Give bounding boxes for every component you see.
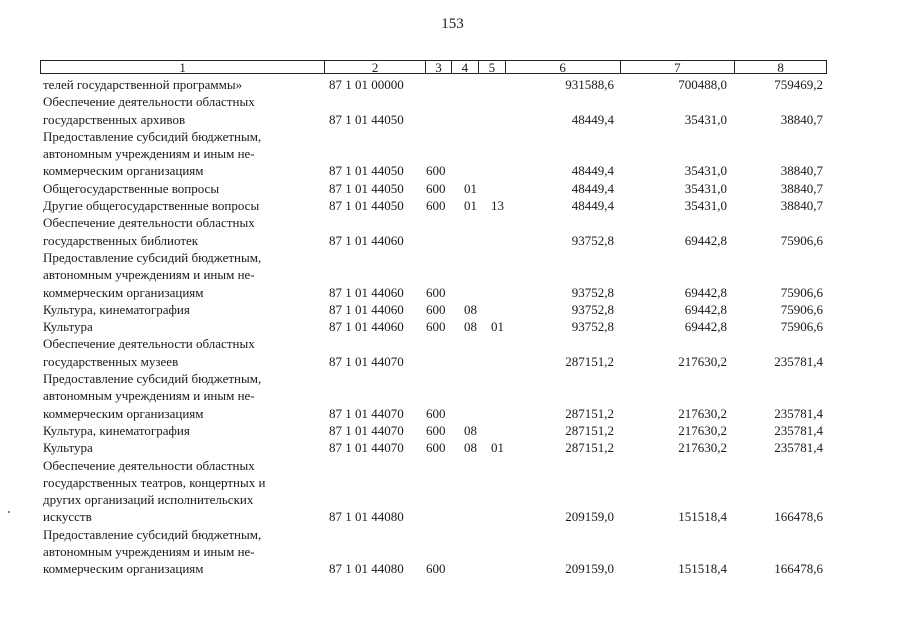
row-name-line: Культура [43,440,93,456]
row-expense-type: 600 [426,561,446,577]
row-value-6: 93752,8 [571,319,614,335]
row-code: 87 1 01 44070 [329,422,404,438]
row-code: 87 1 01 44070 [329,440,404,456]
row-name-line: Предоставление субсидий бюджетным, [43,526,262,542]
row-section: 01 [464,198,477,214]
row-name-line: Общегосударственные вопросы [43,180,220,196]
row-subsection: 01 [491,440,504,456]
row-name [40,197,323,214]
table-row [40,76,827,93]
row-name-line: коммерческим организациям [43,561,204,577]
column-header-4: 4 [452,61,479,73]
row-name [40,439,323,456]
row-section: 08 [464,319,477,335]
row-value-7: 35431,0 [684,180,727,196]
row-name [40,93,323,128]
row-name-line: Культура, кинематография [43,301,190,317]
row-name-line: автономным учреждениям и иным не- [43,544,255,560]
row-code: 87 1 01 00000 [329,77,404,92]
row-value-7: 35431,0 [684,111,727,127]
column-header-2: 2 [325,61,426,73]
table-row [40,128,827,180]
column-header-3: 3 [426,61,452,73]
row-expense-type: 600 [426,284,446,300]
row-name [40,370,323,422]
row-name-line: коммерческим организациям [43,163,204,179]
row-value-7: 151518,4 [678,561,727,577]
column-header-1: 1 [41,61,325,73]
row-expense-type: 600 [426,405,446,421]
table-row [40,214,827,249]
row-section: 08 [464,301,477,317]
row-name-line: Культура, кинематография [43,422,190,438]
row-name-line: Обеспечение деятельности областных [43,94,255,110]
row-value-6: 287151,2 [565,440,614,456]
row-subsection: 13 [491,198,504,214]
row-name [40,526,323,578]
table-row [40,301,827,318]
table-row [40,439,827,456]
row-name-line: Обеспечение деятельности областных [43,457,255,473]
row-name [40,249,323,301]
row-name-line: государственных театров, концертных и [43,474,266,490]
row-expense-type: 600 [426,301,446,317]
row-name [40,76,323,93]
row-value-6: 93752,8 [571,232,614,248]
row-value-7: 217630,2 [678,405,727,421]
row-name-line: Предоставление субсидий бюджетным, [43,249,262,265]
row-section: 08 [464,440,477,456]
row-value-7: 69442,8 [684,301,727,317]
row-value-8: 235781,4 [774,405,823,421]
row-name-line: Обеспечение деятельности областных [43,215,255,231]
column-header-6: 6 [506,61,621,73]
row-value-6: 287151,2 [565,353,614,369]
row-value-6: 48449,4 [571,180,614,196]
row-value-6: 931588,6 [565,77,614,92]
row-value-8: 38840,7 [780,180,823,196]
row-value-7: 217630,2 [678,422,727,438]
row-value-6: 48449,4 [571,198,614,214]
row-name-line: Другие общегосударственные вопросы [43,198,260,214]
row-value-7: 69442,8 [684,232,727,248]
row-code: 87 1 01 44050 [329,111,404,127]
table-row [40,457,827,526]
row-code: 87 1 01 44060 [329,319,404,335]
row-subsection: 01 [491,319,504,335]
row-expense-type: 600 [426,440,446,456]
row-value-8: 166478,6 [774,561,823,577]
page-number: 153 [441,16,464,32]
row-value-7: 151518,4 [678,509,727,525]
row-name-line: Предоставление субсидий бюджетным, [43,371,262,387]
row-name-line: автономным учреждениям и иным не- [43,267,255,283]
row-value-7: 69442,8 [684,284,727,300]
row-value-6: 287151,2 [565,422,614,438]
row-value-8: 75906,6 [780,301,823,317]
row-expense-type: 600 [426,163,446,179]
column-header-8: 8 [777,60,784,75]
row-value-7: 35431,0 [684,198,727,214]
row-name-line: автономным учреждениям и иным не- [43,146,255,162]
row-name-line: государственных библиотек [43,232,199,248]
table-header-row [40,60,827,74]
row-name-line: государственных музеев [43,353,179,369]
row-name-line: Предоставление субсидий бюджетным, [43,128,262,144]
row-value-8: 38840,7 [780,163,823,179]
row-code: 87 1 01 44060 [329,284,404,300]
row-value-8: 38840,7 [780,198,823,214]
row-value-6: 287151,2 [565,405,614,421]
row-value-8: 75906,6 [780,284,823,300]
row-name-line: коммерческим организациям [43,405,204,421]
row-name [40,318,323,335]
scan-speck [8,511,10,513]
table-row [40,249,827,301]
row-value-8: 235781,4 [774,353,823,369]
row-code: 87 1 01 44060 [329,301,404,317]
row-name-line: искусств [43,509,92,525]
row-section: 08 [464,422,477,438]
table-row [40,180,827,197]
row-expense-type: 600 [426,319,446,335]
row-value-7: 69442,8 [684,319,727,335]
row-name [40,301,323,318]
row-name-line: автономным учреждениям и иным не- [43,388,255,404]
row-name-line: других организаций исполнительских [43,492,254,508]
row-expense-type: 600 [426,180,446,196]
row-name-line: Культура [43,319,93,335]
row-name [40,422,323,439]
row-value-7: 35431,0 [684,163,727,179]
row-value-6: 93752,8 [571,301,614,317]
row-code: 87 1 01 44080 [329,561,404,577]
column-header-7: 7 [621,61,736,73]
table-row [40,370,827,422]
table-row [40,422,827,439]
row-name [40,128,323,180]
row-code: 87 1 01 44060 [329,232,404,248]
row-value-8: 75906,6 [780,232,823,248]
row-value-8: 166478,6 [774,509,823,525]
row-value-6: 209159,0 [565,561,614,577]
row-value-8: 38840,7 [780,111,823,127]
row-value-6: 48449,4 [571,163,614,179]
row-name [40,457,323,526]
row-value-6: 48449,4 [571,111,614,127]
row-value-6: 93752,8 [571,284,614,300]
row-name-line: государственных архивов [43,111,186,127]
row-name [40,180,323,197]
row-value-7: 700488,0 [678,77,727,92]
row-value-7: 217630,2 [678,353,727,369]
row-code: 87 1 01 44050 [329,163,404,179]
row-name [40,335,323,370]
row-code: 87 1 01 44080 [329,509,404,525]
row-value-8: 235781,4 [774,422,823,438]
row-code: 87 1 01 44050 [329,180,404,196]
row-name-line: телей государственной программы» [43,77,243,92]
row-code: 87 1 01 44070 [329,353,404,369]
row-value-8: 235781,4 [774,440,823,456]
table-row [40,197,827,214]
table-row [40,93,827,128]
row-name-line: коммерческим организациям [43,284,204,300]
table-row [40,526,827,578]
row-code: 87 1 01 44050 [329,198,404,214]
column-header-5: 5 [479,61,506,73]
table-body [40,76,827,578]
row-code: 87 1 01 44070 [329,405,404,421]
table-row [40,335,827,370]
row-value-8: 75906,6 [780,319,823,335]
row-value-8: 759469,2 [774,77,823,92]
row-expense-type: 600 [426,198,446,214]
table-row [40,318,827,335]
row-name-line: Обеспечение деятельности областных [43,336,255,352]
row-value-7: 217630,2 [678,440,727,456]
row-expense-type: 600 [426,422,446,438]
row-name [40,214,323,249]
row-value-6: 209159,0 [565,509,614,525]
row-section: 01 [464,180,477,196]
